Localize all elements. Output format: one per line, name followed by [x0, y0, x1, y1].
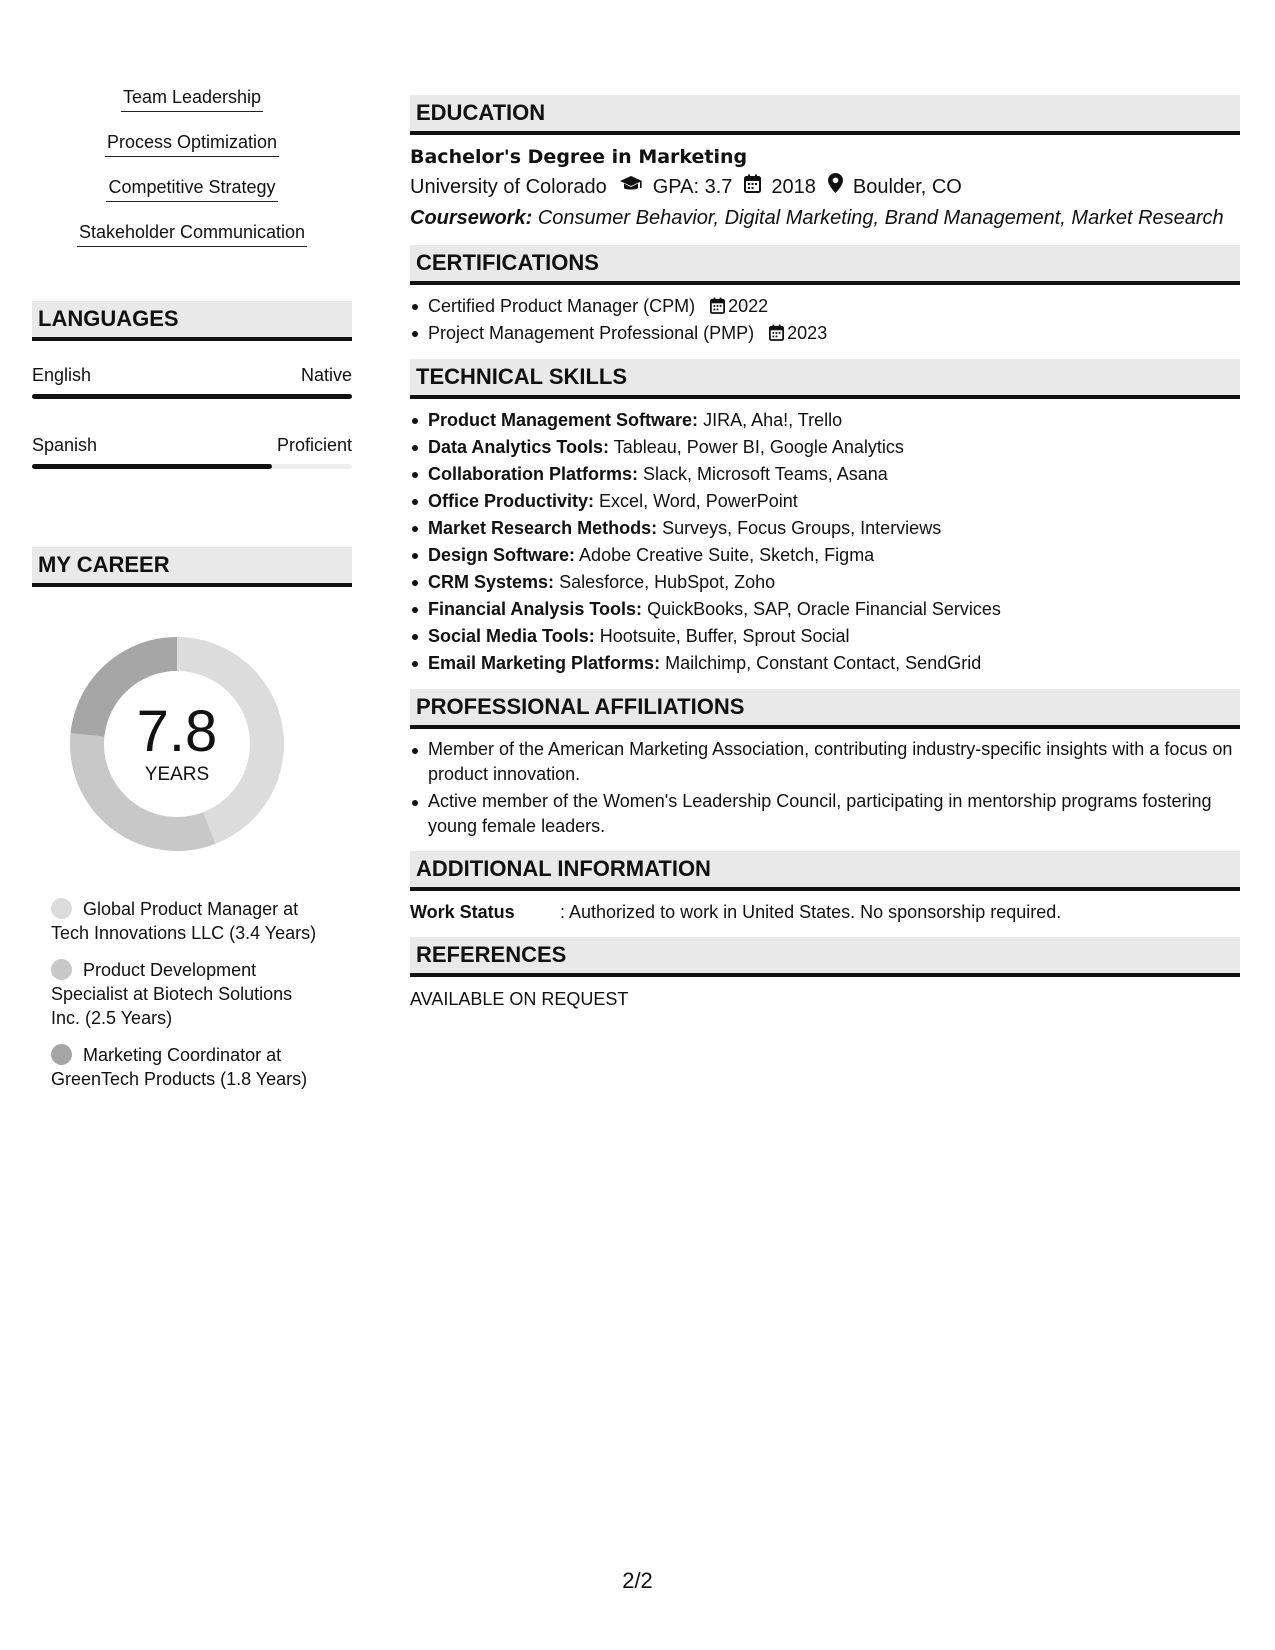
tech-skill-value: Tableau, Power BI, Google Analytics	[613, 437, 904, 457]
coursework-list: Consumer Behavior, Digital Marketing, Brand Management, Market Research	[537, 207, 1224, 229]
tech-skill-item	[410, 407, 1240, 434]
skill-tag: Team Leadership	[121, 84, 263, 112]
language-bar	[32, 394, 352, 399]
tech-skill-value: Slack, Microsoft Teams, Asana	[643, 464, 888, 484]
legend-dot	[51, 1044, 72, 1065]
legend-dot	[51, 898, 72, 919]
tech-skill-value: JIRA, Aha!, Trello	[703, 410, 843, 430]
certifications-heading: CERTIFICATIONS	[410, 245, 1240, 285]
calendar-icon	[744, 171, 761, 203]
languages-heading: LANGUAGES	[32, 301, 352, 341]
tech-skill-label: Collaboration Platforms:	[428, 464, 639, 484]
tech-skill-label: Social Media Tools:	[428, 626, 595, 646]
certification-year: 2023	[787, 323, 828, 343]
graduation-cap-icon	[619, 171, 643, 203]
tech-skill-value: Surveys, Focus Groups, Interviews	[662, 518, 942, 538]
tech-skill-item	[410, 434, 1240, 461]
tech-skill-item	[410, 515, 1240, 542]
education-heading: EDUCATION	[410, 95, 1240, 135]
right-column	[410, 95, 1240, 1025]
career-total-unit: YEARS	[144, 764, 210, 785]
career-item-label: Global Product Manager at Tech Innovations LLC (3.4 Years)	[51, 899, 317, 943]
career-item	[51, 1043, 322, 1091]
calendar-icon	[769, 323, 787, 343]
education-section	[410, 95, 1240, 233]
skill-tag: Process Optimization	[105, 129, 279, 157]
legend-dot	[51, 959, 72, 980]
language-level: Proficient	[276, 435, 352, 455]
tech-skill-value: Excel, Word, PowerPoint	[599, 491, 798, 511]
tech-skill-value: Adobe Creative Suite, Sketch, Figma	[579, 545, 875, 565]
additional-info-heading: ADDITIONAL INFORMATION	[410, 851, 1240, 891]
language-spanish	[32, 433, 352, 469]
graduation-year: 2018	[771, 176, 816, 198]
certifications-section	[410, 245, 1240, 347]
career-donut	[62, 629, 292, 859]
work-status-label: Work Status	[410, 902, 515, 922]
certification-name: Certified Product Manager (CPM)	[428, 296, 696, 316]
career-total-value: 7.8	[136, 699, 218, 764]
coursework-label: Coursework:	[410, 207, 533, 229]
tech-skill-item	[410, 650, 1240, 677]
coursework	[410, 203, 1240, 233]
language-bar-fill	[32, 394, 352, 399]
tech-skill-label: Market Research Methods:	[428, 518, 658, 538]
references-section	[410, 937, 1240, 1013]
skill-tag: Stakeholder Communication	[77, 219, 307, 247]
school-location: Boulder, CO	[852, 176, 962, 198]
technical-skills-heading: TECHNICAL SKILLS	[410, 359, 1240, 399]
tech-skill-label: Email Marketing Platforms:	[428, 653, 661, 673]
school-name: University of Colorado	[410, 176, 607, 198]
certification-item	[410, 293, 1240, 320]
certification-name: Project Management Professional (PMP)	[428, 323, 755, 343]
tech-skill-item	[410, 623, 1240, 650]
tech-skill-value: Mailchimp, Constant Contact, SendGrid	[665, 653, 982, 673]
career-list	[32, 897, 322, 1091]
tech-skill-item	[410, 461, 1240, 488]
tech-skill-value: Hootsuite, Buffer, Sprout Social	[599, 626, 850, 646]
tech-skill-item	[410, 596, 1240, 623]
language-level: Native	[300, 365, 352, 385]
degree-title: Bachelor's Degree in Marketing	[410, 146, 748, 168]
language-name: English	[32, 365, 92, 385]
work-status-row	[410, 899, 1240, 925]
affiliation-item: Member of the American Marketing Association, contributing industry-specific insights with a focus on product innovation.	[410, 737, 1240, 787]
tech-skill-item	[410, 488, 1240, 515]
technical-skills-section	[410, 359, 1240, 677]
work-status-value: : Authorized to work in United States. No sponsorship required.	[560, 902, 1062, 922]
skill-tags	[32, 84, 352, 264]
tech-skill-label: Office Productivity:	[428, 491, 595, 511]
tech-skill-label: Data Analytics Tools:	[428, 437, 610, 457]
language-bar-fill	[32, 464, 272, 469]
left-column	[32, 84, 352, 1104]
career-heading: MY CAREER	[32, 547, 352, 587]
gpa: GPA: 3.7	[652, 176, 733, 198]
language-bar	[32, 464, 352, 469]
page-number: 2/2	[622, 1568, 653, 1593]
language-english	[32, 363, 352, 399]
tech-skill-item	[410, 569, 1240, 596]
tech-skill-label: Design Software:	[428, 545, 576, 565]
language-name: Spanish	[32, 435, 98, 455]
certification-item	[410, 320, 1240, 347]
affiliations-section	[410, 689, 1240, 839]
career-item-label: Marketing Coordinator at GreenTech Products (1.8 Years)	[51, 1045, 308, 1089]
career-item	[51, 897, 322, 945]
tech-skill-label: Financial Analysis Tools:	[428, 599, 643, 619]
education-meta	[410, 171, 1240, 203]
tech-skill-label: Product Management Software:	[428, 410, 699, 430]
tech-skill-value: Salesforce, HubSpot, Zoho	[559, 572, 776, 592]
certification-year: 2022	[728, 296, 769, 316]
career-item	[51, 958, 322, 1030]
calendar-icon	[710, 296, 728, 316]
additional-info-section	[410, 851, 1240, 925]
references-heading: REFERENCES	[410, 937, 1240, 977]
skill-tag: Competitive Strategy	[106, 174, 277, 202]
tech-skill-label: CRM Systems:	[428, 572, 555, 592]
tech-skill-item	[410, 542, 1240, 569]
references-text: AVAILABLE ON REQUEST	[410, 989, 629, 1009]
map-pin-icon	[828, 171, 843, 203]
affiliations-heading: PROFESSIONAL AFFILIATIONS	[410, 689, 1240, 729]
affiliation-item: Active member of the Women's Leadership Council, participating in mentorship programs fostering young female leaders.	[410, 789, 1240, 839]
tech-skill-value: QuickBooks, SAP, Oracle Financial Services	[647, 599, 1001, 619]
career-item-label: Product Development Specialist at Biotech Solutions Inc. (2.5 Years)	[51, 960, 293, 1028]
career-total	[62, 629, 292, 859]
